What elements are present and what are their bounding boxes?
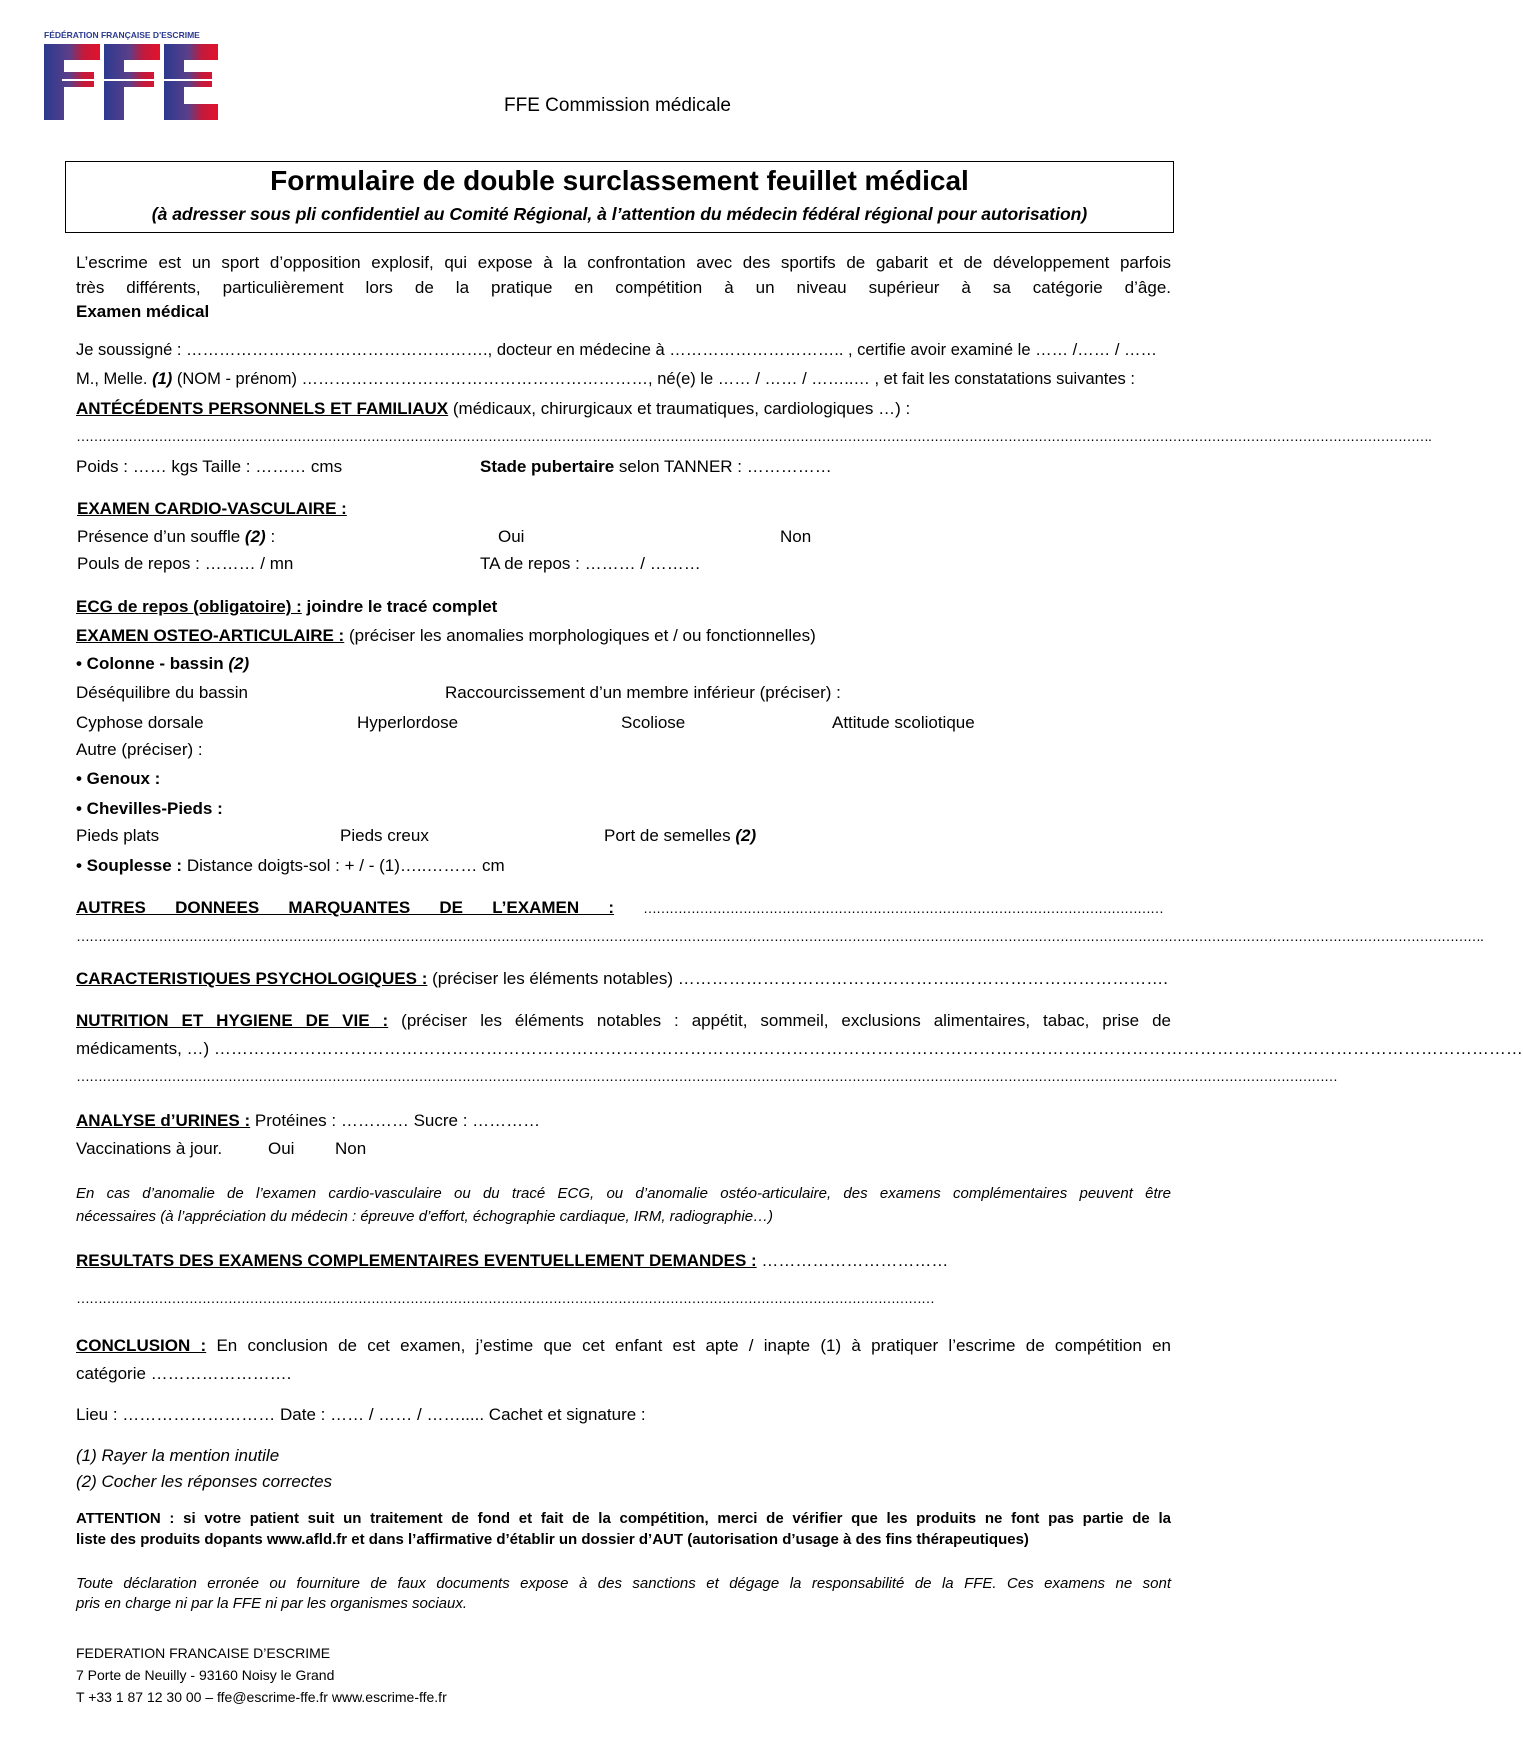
vaccinations: Vaccinations à jour.	[76, 1139, 223, 1158]
footnote-ref-2: (2)	[244, 527, 266, 546]
nutrition-text-1: (préciser les éléments notables : appétit, sommeil, exclusions alimentaires, tabac, prise de	[401, 1011, 1171, 1030]
souffle-non[interactable]: Non	[780, 527, 812, 546]
vaccinations-non[interactable]: Non	[335, 1139, 367, 1158]
form-subtitle: (à adresser sous pli confidentiel au Comité Régional, à l’attention du médecin fédéral régional pour autorisation)	[151, 204, 1088, 224]
footnote-ref-1: (1)	[152, 370, 173, 388]
desequilibre-bassin[interactable]: Déséquilibre du bassin	[76, 683, 248, 702]
note-2: (2) Cocher les réponses correctes	[76, 1472, 333, 1491]
footer-org: FEDERATION FRANCAISE D’ESCRIME	[76, 1645, 331, 1661]
conclusion-line-2[interactable]: catégorie …………………….	[76, 1364, 292, 1383]
intro-line-1: L’escrime est un sport d’opposition explosif, qui expose à la confrontation avec des sportifs de gabarit et de développement parfois	[76, 253, 1171, 272]
resultats-dots-2[interactable]: ………………………………………………………………………………………………………………………………………………………………………………	[76, 1290, 934, 1306]
ffe-logo	[42, 30, 220, 122]
title-box	[65, 161, 1174, 233]
autre-preciser[interactable]: Autre (préciser) :	[76, 740, 203, 759]
autres-dots-2[interactable]: ……………………………………………………………………………………………………………………………………………………………………………………………………………………………………………………………………………………………….	[76, 928, 1483, 944]
nutrition-line-1	[76, 1010, 1171, 1032]
osteo-text: (préciser les anomalies morphologiques et / ou fonctionnelles)	[348, 626, 816, 645]
identity-line-2[interactable]	[76, 370, 1135, 389]
urines-label: ANALYSE d’URINES :	[76, 1111, 251, 1130]
semelles-text: Port de semelles	[604, 826, 731, 845]
colonne-note: (2)	[228, 654, 250, 673]
lieu-date-signature[interactable]: Lieu : ……………………… Date : …… / …… / ……..... Cachet et signature :	[76, 1405, 646, 1424]
anomalie-note-2: nécessaires (à l’appréciation du médecin : épreuve d’effort, échographie cardiaque, IRM, radiographie…)	[76, 1208, 774, 1225]
ecg-label: ECG de repos (obligatoire) :	[76, 597, 302, 616]
disclaimer-line-1: Toute déclaration erronée ou fourniture de faux documents expose à des sanctions et dégage la responsabilité de la FFE. Ces examens ne sont	[76, 1575, 1171, 1592]
identity-name-birth: (NOM - prénom) ………………………………………………………, né(e) le …… / …… / ……..… , et fait les constatations suivantes :	[176, 370, 1135, 388]
chevilles-pieds: • Chevilles-Pieds :	[76, 799, 223, 818]
exam-heading: Examen médical	[76, 302, 210, 321]
attention-line-2: liste des produits dopants www.afld.fr et dans l’affirmative d’établir un dossier d’AUT (autorisation d’usage à des fins thérapeutiques)	[76, 1531, 1029, 1548]
colonne-label: • Colonne - bassin	[76, 654, 224, 673]
antecedents-line	[76, 399, 910, 419]
nutrition-label: NUTRITION ET HYGIENE DE VIE :	[76, 1011, 389, 1030]
civility: M., Melle.	[76, 370, 148, 388]
vaccinations-oui[interactable]: Oui	[268, 1139, 295, 1158]
conclusion-label: CONCLUSION :	[76, 1336, 207, 1355]
autres-dots-1[interactable]: …………………………………………………………………………………………………………	[643, 900, 1163, 916]
psycho-label: CARACTERISTIQUES PSYCHOLOGIQUES :	[76, 969, 428, 988]
souplesse-text: Distance doigts-sol : + / - (1)…..……… cm	[186, 856, 505, 875]
footer-contact: T +33 1 87 12 30 00 – ffe@escrime-ffe.fr www.escrime-ffe.fr	[76, 1689, 447, 1705]
ecg-text: joindre le tracé complet	[306, 597, 498, 616]
souffle-colon: :	[270, 527, 276, 546]
logo-caption: FÉDÉRATION FRANÇAISE D'ESCRIME	[44, 30, 200, 40]
tanner-stage[interactable]	[480, 457, 832, 477]
nutrition-dots[interactable]: …………………………………………………………………………………………………………………………………………………………………………………………………………………………………………………………………	[76, 1068, 1337, 1084]
psycho-line[interactable]	[76, 969, 1168, 989]
psycho-text: (préciser les éléments notables) …………………………………………..……………………………….	[432, 969, 1168, 988]
port-semelles[interactable]	[604, 826, 756, 846]
intro-line-2: très différents, particulièrement lors de la pratique en compétition à un niveau supérieur à sa catégorie d’âge.	[76, 278, 1171, 297]
resultats-label: RESULTATS DES EXAMENS COMPLEMENTAIRES EVENTUELLEMENT DEMANDES :	[76, 1251, 757, 1270]
raccourcissement-membre[interactable]: Raccourcissement d’un membre inférieur (préciser) :	[445, 683, 841, 702]
tanner-text: selon TANNER : ……………	[618, 457, 832, 476]
osteo-heading: EXAMEN OSTEO-ARTICULAIRE :	[76, 626, 345, 645]
anomalie-note-1: En cas d’anomalie de l’examen cardio-vasculaire ou du tracé ECG, ou d’anomalie ostéo-articulaire, des examens complémentaires peuvent être	[76, 1185, 1171, 1202]
disclaimer-line-2: pris en charge ni par la FFE ni par les organismes sociaux.	[76, 1595, 468, 1612]
osteo-line	[76, 626, 816, 646]
form-title: Formulaire de double surclassement feuillet médical	[270, 165, 969, 196]
souplesse[interactable]	[76, 856, 505, 876]
conclusion-line-1	[76, 1335, 1171, 1357]
nutrition-line-2[interactable]: médicaments, …) ……………………………………………………………………………………………………………………………………………………………………………………………………………	[76, 1039, 1523, 1058]
attention-line-1: ATTENTION : si votre patient suit un traitement de fond et fait de la compétition, merci de vérifier que les produits ne font pas partie de la	[76, 1510, 1171, 1527]
weight-height[interactable]: Poids : …… kgs Taille : ……… cms	[76, 457, 343, 476]
urines-line[interactable]	[76, 1111, 540, 1131]
autres-label: AUTRES DONNEES MARQUANTES DE L’EXAMEN :	[76, 898, 614, 917]
pouls-repos[interactable]: Pouls de repos : ……… / mn	[77, 554, 294, 573]
commission-title: FFE Commission médicale	[504, 95, 731, 116]
scoliose[interactable]: Scoliose	[621, 713, 686, 732]
cardio-heading: EXAMEN CARDIO-VASCULAIRE :	[77, 499, 347, 518]
hyperlordose[interactable]: Hyperlordose	[357, 713, 459, 732]
ecg-line	[76, 597, 497, 617]
cyphose-dorsale[interactable]: Cyphose dorsale	[76, 713, 204, 732]
colonne-bassin	[76, 654, 249, 674]
semelles-note: (2)	[735, 826, 757, 845]
footer-address: 7 Porte de Neuilly - 93160 Noisy le Grand	[76, 1667, 335, 1683]
antecedents-label: ANTÉCÉDENTS PERSONNELS ET FAMILIAUX	[76, 399, 449, 418]
antecedents-dots[interactable]: …………………………………………………………………………………………………………………………………………………………………………………………………………………………………………………………………………………….	[76, 428, 1431, 444]
souffle-label	[77, 527, 275, 547]
note-1: (1) Rayer la mention inutile	[76, 1446, 280, 1465]
resultats-dots-1: ……………………………	[761, 1251, 949, 1270]
urines-text: Protéines : ………… Sucre : …………	[254, 1111, 541, 1130]
souffle-text: Présence d’un souffle	[77, 527, 241, 546]
genoux: • Genoux :	[76, 769, 161, 788]
souffle-oui[interactable]: Oui	[498, 527, 525, 546]
tanner-label: Stade pubertaire	[480, 457, 615, 476]
resultats-line[interactable]	[76, 1251, 948, 1271]
pieds-plats[interactable]: Pieds plats	[76, 826, 160, 845]
souplesse-label: • Souplesse :	[76, 856, 183, 875]
identity-line-1[interactable]: Je soussigné : ………………………………………………., docteur en médecine à ………………………….. , certifie avoir examiné le …… /…… / ……	[76, 341, 1158, 359]
antecedents-text: (médicaux, chirurgicaux et traumatiques, cardiologiques …) :	[452, 399, 911, 418]
conclusion-text-1: En conclusion de cet examen, j’estime que cet enfant est apte / inapte (1) à pratiquer l’escrime de compétition en	[216, 1336, 1171, 1355]
ta-repos[interactable]: TA de repos : ……… / ………	[480, 554, 701, 573]
logo-mark	[42, 42, 220, 122]
attitude-scoliotique[interactable]: Attitude scoliotique	[832, 713, 975, 732]
pieds-creux[interactable]: Pieds creux	[340, 826, 429, 845]
